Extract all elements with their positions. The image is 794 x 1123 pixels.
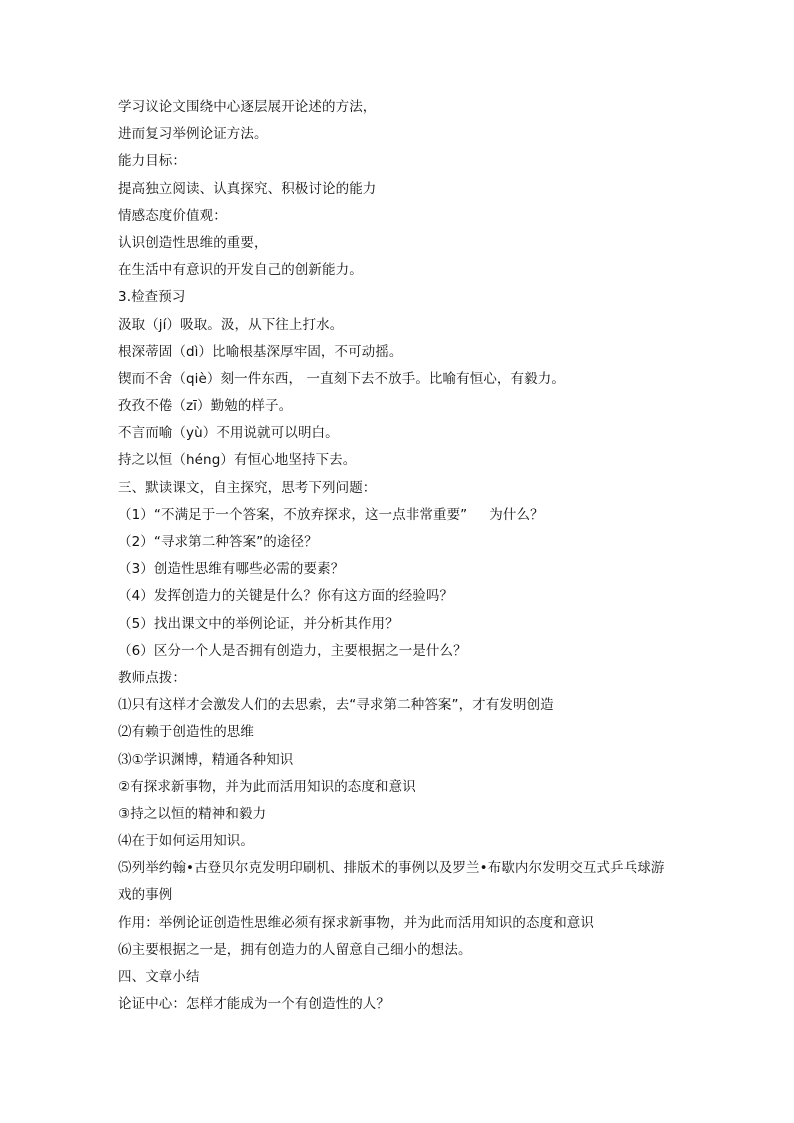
vocab-item-jiqu: 汲取（jí）吸取。汲，从下往上打水。: [118, 316, 344, 333]
text-line-review: 进而复习举例论证方法。: [118, 126, 268, 143]
vocab-item-genshendigu: 根深蒂固（dì）比喻根基深厚牢固，不可动摇。: [118, 343, 403, 360]
answer-3-item-3: ③持之以恒的精神和毅力: [118, 805, 267, 822]
answer-5-line-1: ⑸列举约翰•古登贝尔克发明印刷机、排版术的事例以及罗兰•布歇内尔发明交互式乒乓球游: [118, 860, 665, 877]
text-line-recognize: 认识创造性思维的重要，: [118, 234, 268, 251]
heading-section-three: 三、默读课文，自主探究，思考下列问题：: [118, 479, 377, 496]
question-3: （3）创造性思维有哪些必需的要素？: [118, 561, 345, 578]
vocab-item-chizhiyiheng: 持之以恒（héng）有恒心地坚持下去。: [118, 452, 357, 469]
answer-4: ⑷在于如何运用知识。: [118, 833, 254, 850]
answer-5-line-2: 戏的事例: [118, 887, 173, 904]
heading-summary: 四、文章小结: [118, 969, 200, 985]
question-2: （2）“寻求第二种答案”的途径？: [118, 534, 318, 550]
answer-5-effect: 作用：举例论证创造性思维必须有探求新事物，并为此而活用知识的态度和意识: [118, 914, 594, 931]
question-5: （5）找出课文中的举例论证，并分析其作用？: [118, 615, 399, 632]
text-line-develop: 在生活中有意识的开发自己的创新能力。: [118, 262, 363, 279]
vocab-item-zizibujuan: 孜孜不倦（zī）勤勉的样子。: [118, 398, 293, 415]
vocab-item-buyaneryu: 不言而喻（yù）不用说就可以明白。: [118, 425, 339, 442]
heading-preview-check: 3.检查预习: [118, 289, 186, 306]
question-1-why: 为什么？: [489, 506, 544, 523]
vocab-item-qieerbushe: 锲而不舍（qiè）刻一件东西， 一直刻下去不放手。比喻有恒心，有毅力。: [118, 370, 565, 387]
answer-6: ⑹主要根据之一是，拥有创造力的人留意自己细小的想法。: [118, 941, 472, 958]
answer-3-item-1: ⑶①学识渊博，精通各种知识: [118, 751, 294, 768]
answer-2: ⑵有赖于创造性的思维: [118, 724, 254, 741]
text-line-method: 学习议论文围绕中心逐层展开论述的方法，: [118, 99, 377, 115]
heading-teacher-guidance: 教师点拨：: [118, 669, 186, 686]
question-6: （6）区分一个人是否拥有创造力，主要根据之一是什么？: [118, 642, 467, 659]
question-1: [118, 502, 688, 529]
heading-emotion-goal: 情感态度价值观：: [118, 207, 227, 224]
heading-ability-goal: 能力目标：: [118, 153, 186, 170]
question-4: （4）发挥创造力的关键是什么？你有这方面的经验吗？: [118, 588, 454, 605]
document-body: [118, 94, 688, 1018]
text-line-argument-center: 论证中心：怎样才能成为一个有创造性的人？: [118, 996, 390, 1013]
answer-1: ⑴只有这样才会激发人们的去思索，去“寻求第二种答案”，才有发明创造: [118, 697, 554, 714]
text-line-ability: 提高独立阅读、认真探究、积极讨论的能力: [118, 180, 377, 197]
answer-3-item-2: ②有探求新事物，并为此而活用知识的态度和意识: [118, 778, 416, 795]
question-1-text: （1）“不满足于一个答案，不放弃探求，这一点非常重要”: [118, 506, 468, 523]
